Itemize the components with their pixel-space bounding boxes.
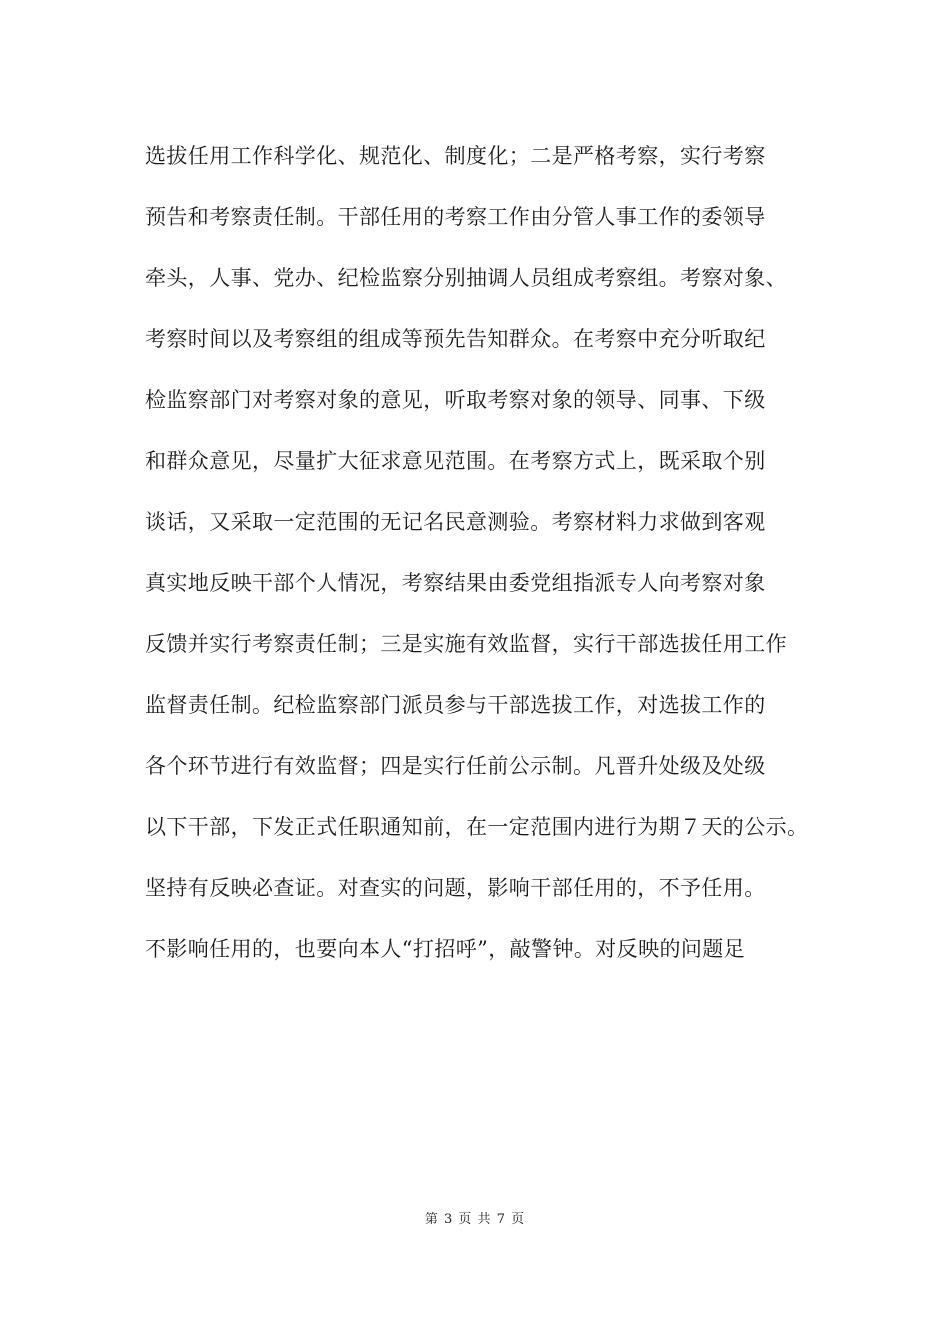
page-footer xyxy=(0,1208,950,1227)
text-line: 不影响任用的，也要向本人“打招呼”，敲警钟。对反映的问题足 xyxy=(145,937,746,961)
text-line: 反馈并实行考察责任制；三是实施有效监督，实行干部选拔任用工作 xyxy=(145,632,787,656)
text-line: 选拔任用工作科学化、规范化、制度化；二是严格考察，实行考察 xyxy=(145,144,766,168)
text-line: 各个环节进行有效监督；四是实行任前公示制。凡晋升处级及处级 xyxy=(145,754,766,778)
text-line: 坚持有反映必查证。对查实的问题，影响干部任用的，不予任用。 xyxy=(145,876,766,900)
text-line: 检监察部门对考察对象的意见，听取考察对象的领导、同事、下级 xyxy=(145,388,766,412)
text-line: 以下干部，下发正式任职通知前，在一定范围内进行为期７天的公示。 xyxy=(145,815,809,839)
body-text xyxy=(145,136,835,990)
text-line: 真实地反映干部个人情况，考察结果由委党组指派专人向考察对象 xyxy=(145,571,766,595)
text-line: 谈话，又采取一定范围的无记名民意测验。考察材料力求做到客观 xyxy=(145,510,766,534)
page-number: 第 3 页 共 7 页 xyxy=(424,1212,526,1227)
text-line: 牵头，人事、党办、纪检监察分别抽调人员组成考察组。考察对象、 xyxy=(145,266,787,290)
text-line: 监督责任制。纪检监察部门派员参与干部选拔工作，对选拔工作的 xyxy=(145,693,766,717)
text-line: 考察时间以及考察组的组成等预先告知群众。在考察中充分听取纪 xyxy=(145,327,766,351)
text-line: 和群众意见，尽量扩大征求意见范围。在考察方式上，既采取个别 xyxy=(145,449,766,473)
text-line: 预告和考察责任制。干部任用的考察工作由分管人事工作的委领导 xyxy=(145,205,766,229)
